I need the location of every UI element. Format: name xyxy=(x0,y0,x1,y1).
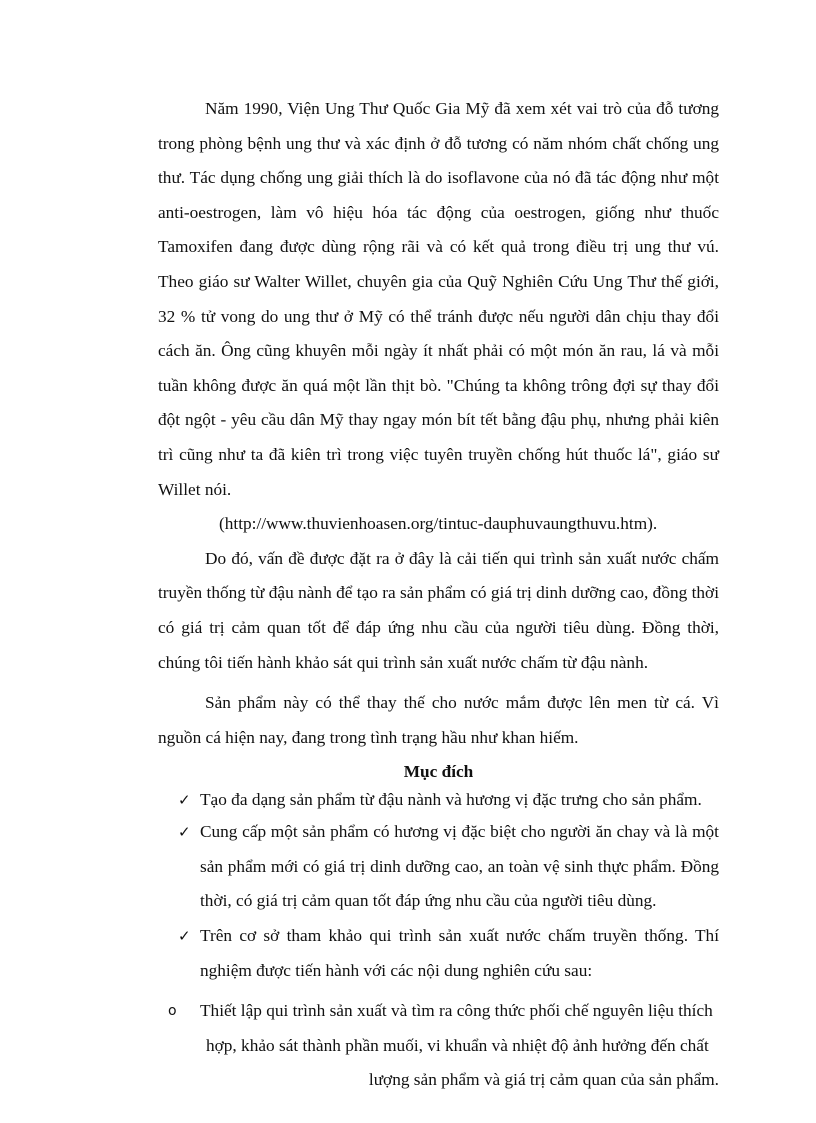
paragraph-problem-statement: Do đó, vấn đề được đặt ra ở đây là cải tiến qui trình sản xuất nước chấm truyền thống từ đậu nành để tạo ra sản phẩm có giá trị dinh dưỡng cao, đồng thời có giá trị cảm quan tốt để đáp ứng nhu cầu của người tiêu dùng. Đồng thời, chúng tôi tiến hành khảo sát qui trình sản xuất nước chấm từ đậu nành. xyxy=(158,548,719,672)
checkmark-icon: ✓ xyxy=(178,927,191,946)
checkmark-icon: ✓ xyxy=(178,791,191,810)
research-content-line: Thiết lập qui trình sản xuất và tìm ra công thức phối chế nguyên liệu thích xyxy=(200,1001,713,1021)
checkmark-icon: ✓ xyxy=(178,823,191,842)
section-heading-purpose: Mục đích xyxy=(403,762,474,782)
paragraph-product-substitute: Sản phẩm này có thể thay thế cho nước mắm được lên men từ cá. Vì nguồn cá hiện nay, đang trong tình trạng hầu như khan hiếm. xyxy=(158,693,719,747)
source-citation-link: (http://www.thuvienhoasen.org/tintuc-dauphuvaungthuvu.htm). xyxy=(219,514,658,534)
research-content-item xyxy=(158,994,719,1098)
checklist-item-text: Tạo đa dạng sản phẩm từ đậu nành và hương vị đặc trưng cho sản phẩm. xyxy=(200,790,702,810)
paragraph-soy-cancer-research: Năm 1990, Viện Ung Thư Quốc Gia Mỹ đã xem xét vai trò của đỗ tương trong phòng bệnh ung thư và xác định ở đỗ tương có năm nhóm chất chống ung thư. Tác dụng chống ung giải thích là do isoflavone của nó đã tác động như một anti-oestrogen, làm vô hiệu hóa tác động của oestrogen, giống như thuốc Tamoxifen đang được dùng rộng rãi và có kết quả trong điều trị ung thư vú. Theo giáo sư Walter Willet, chuyên gia của Quỹ Nghiên Cứu Ung Thư thế giới, 32 % tử vong do ung thư ở Mỹ có thể tránh được nếu người dân chịu thay đổi cách ăn. Ông cũng khuyên mỗi ngày ít nhất phải có một món ăn rau, lá và mỗi tuần không được ăn quá một lần thịt bò. "Chúng ta không trông đợi sự thay đổi đột ngột - yêu cầu dân Mỹ thay ngay món bít tết bằng đậu phụ, nhưng phải kiên trì cũng như ta đã kiên trì trong việc tuyên truyền chống hút thuốc lá", giáo sư Willet nói. xyxy=(158,99,719,499)
circle-bullet-icon: o xyxy=(168,1003,177,1020)
purpose-checklist xyxy=(158,785,719,988)
research-content-line: lượng sản phẩm và giá trị cảm quan của sản phẩm. xyxy=(368,1070,719,1090)
document-body xyxy=(158,92,719,1098)
checklist-item-text: Trên cơ sở tham khảo qui trình sản xuất nước chấm truyền thống. Thí nghiệm được tiến hành với các nội dung nghiên cứu sau: xyxy=(200,926,719,980)
checklist-item xyxy=(158,815,719,919)
checklist-item xyxy=(158,785,719,815)
checklist-item-text: Cung cấp một sản phẩm có hương vị đặc biệt cho người ăn chay và là một sản phẩm mới có giá trị dinh dưỡng cao, an toàn vệ sinh thực phẩm. Đồng thời, có giá trị cảm quan tốt đáp ứng nhu cầu của người tiêu dùng. xyxy=(200,822,719,911)
research-content-line: hợp, khảo sát thành phần muối, vi khuẩn và nhiệt độ ảnh hưởng đến chất xyxy=(206,1035,709,1055)
checklist-item xyxy=(158,919,719,988)
